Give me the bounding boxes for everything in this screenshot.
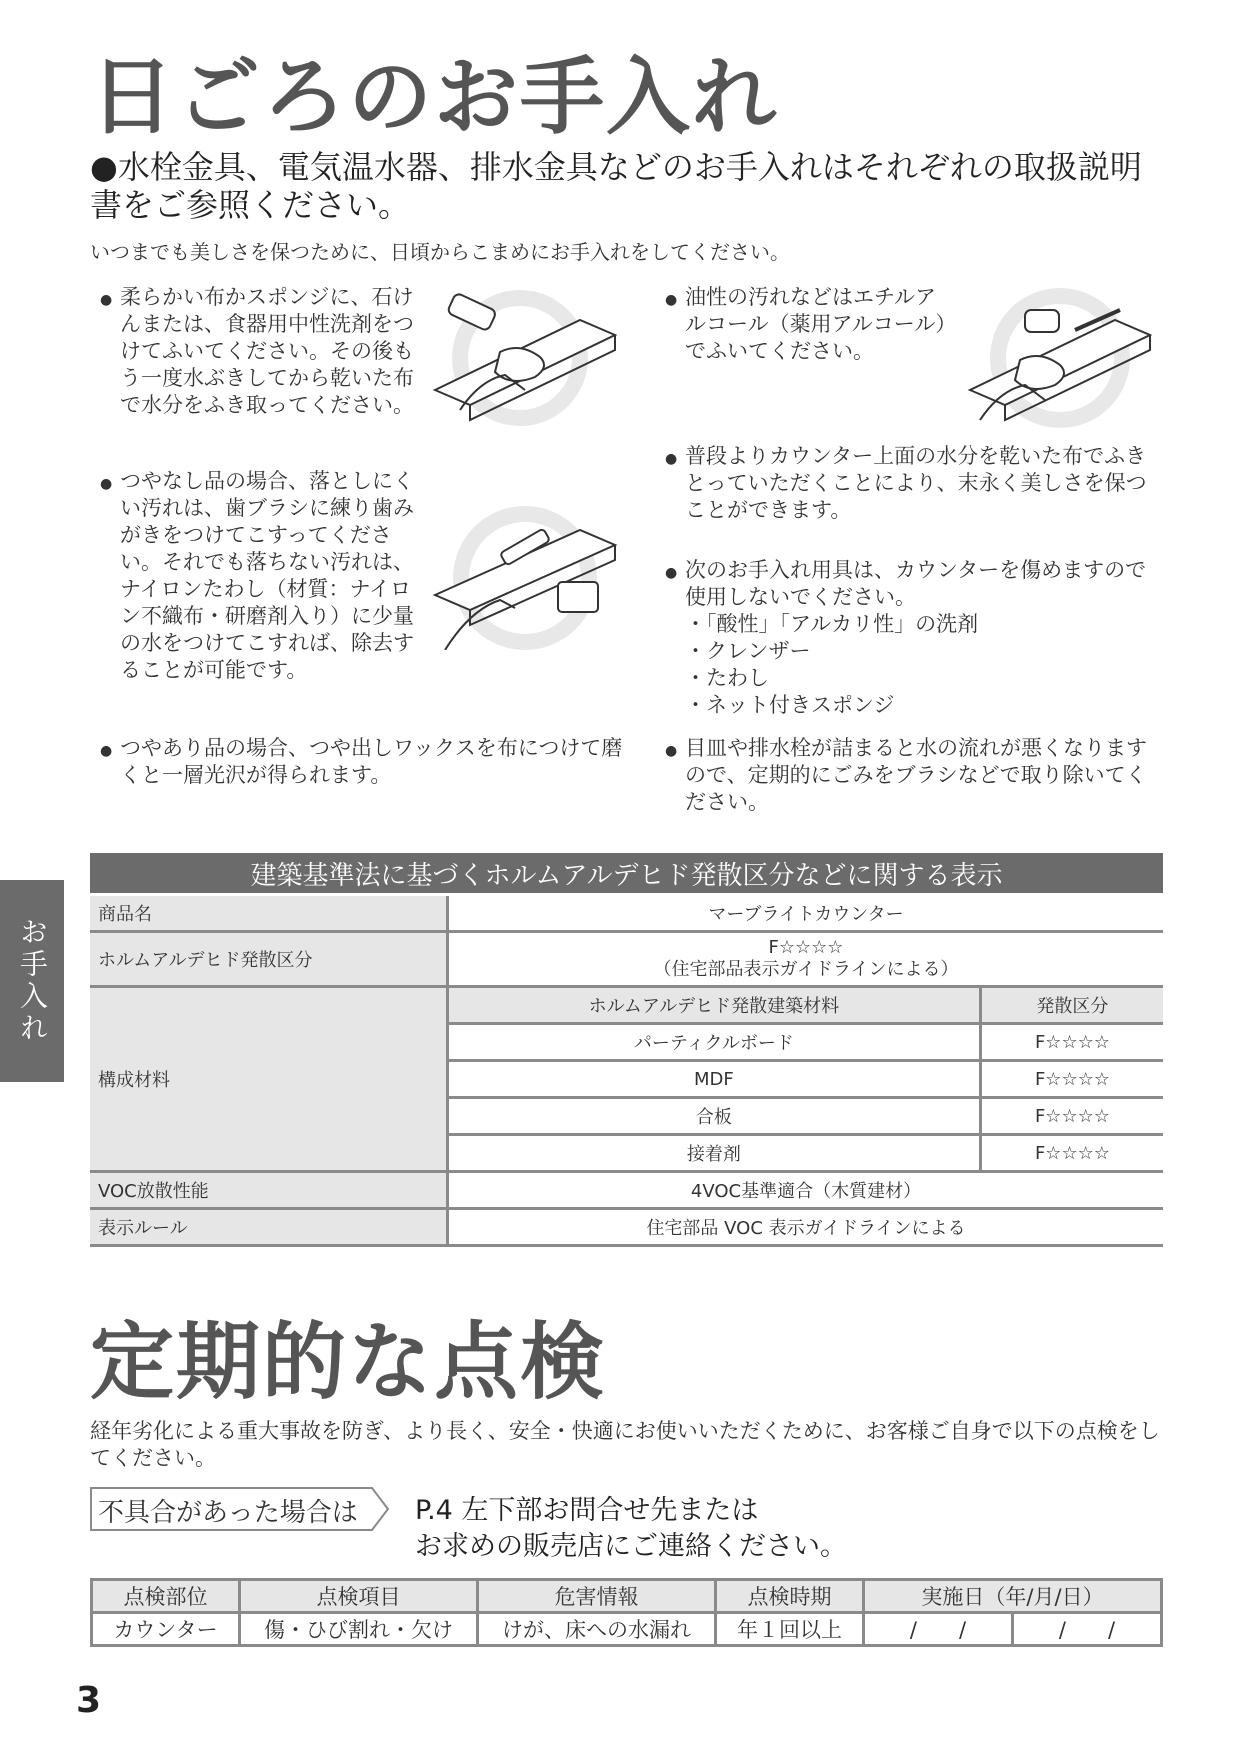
table-header: 建築基準法に基づくホルムアルデヒド発散区分などに関する表示 — [90, 853, 1163, 895]
bullet-icon: ● — [665, 743, 678, 759]
bullet-icon: ● — [100, 476, 113, 492]
intro-text: いつまでも美しさを保つために、日頃からこまめにお手入れをしてください。 — [90, 240, 790, 264]
formaldehyde-table — [90, 853, 1163, 1247]
bullet-icon: ● — [100, 292, 113, 308]
table-row: 商品名 マーブライトカウンター — [90, 895, 1163, 932]
care-item-2: ● つやなし品の場合、落としにくい汚れは、歯ブラシに練り歯みがきをつけてこすってください。それでも落ちない汚れは、ナイロンたわし（材質：ナイロン不織布・研磨剤入り）に少量の水をつけてこすれば、除去することが可能です。 — [100, 469, 414, 682]
forbidden-tool: ・「酸性」「アルカリ性」の洗剤 — [685, 612, 979, 636]
table-row: 表示ルール 住宅部品 VOC 表示ガイドラインによる — [90, 1209, 1163, 1246]
bullet-icon: ● — [665, 292, 678, 308]
care-item-7: ● 目皿や排水栓が詰まると水の流れが悪くなりますので、定期的にごみをブラシなどで取り除いてください。 — [665, 736, 1147, 814]
bullet-icon: ● — [100, 743, 113, 759]
wiping-detergent-illustration — [430, 280, 620, 430]
care-item-1: ● 柔らかい布かスポンジに、石けんまたは、食器用中性洗剤をつけてふいてください。その後もう一度水ぶきしてから乾いた布で水分をふき取ってください。 — [100, 285, 414, 417]
toothbrush-illustration — [430, 500, 620, 650]
care-item-3: ● つやあり品の場合、つや出しワックスを布につけて磨くと一層光沢が得られます。 — [100, 736, 623, 787]
alcohol-wiping-illustration — [965, 280, 1155, 430]
forbidden-tool: ・ネット付きスポンジ — [685, 693, 895, 717]
section-side-tab: お手入れ — [0, 880, 64, 1082]
contact-info: P.4 左下部お問合せ先または お求めの販売店にご連絡ください。 — [415, 1495, 847, 1562]
page-number: 3 — [76, 1680, 102, 1721]
date-field[interactable]: / / — [1013, 1613, 1162, 1646]
inspection-table — [90, 1578, 1163, 1647]
care-item-4: ● 油性の汚れなどはエチルアルコール（薬用アルコール）でふいてください。 — [665, 285, 946, 363]
table-row: MDF F☆☆☆☆ — [90, 1061, 1163, 1098]
forbidden-tool: ・クレンザー — [685, 639, 811, 663]
care-item-5: ● 普段よりカウンター上面の水分を乾いた布でふきとっていただくことにより、末永く美しさを保つことができます。 — [665, 444, 1147, 522]
lead-note: ●水栓金具、電気温水器、排水金具などのお手入れはそれぞれの取扱説明書をご参照ください。 — [90, 148, 1142, 224]
table-row: ホルムアルデヒド発散区分 F☆☆☆☆ （住宅部品表示ガイドラインによる） — [90, 932, 1163, 987]
inspection-intro: 経年劣化による重大事故を防ぎ、より長く、安全・快適にお使いいただくために、お客様ご自身で以下の点検をしてください。 — [90, 1419, 1160, 1470]
forbidden-tool: ・たわし — [685, 666, 769, 690]
bullet-icon: ● — [665, 565, 678, 581]
bullet-icon: ● — [665, 451, 678, 467]
table-row: カウンター 傷・ひび割れ・欠け けが、床への水漏れ 年１回以上 / / / / — [92, 1613, 1162, 1646]
table-row: 構成材料 ホルムアルデヒド発散建築材料 発散区分 — [90, 987, 1163, 1024]
table-row: 接着剤 F☆☆☆☆ — [90, 1135, 1163, 1172]
table-header-row: 点検部位 点検項目 危害情報 点検時期 実施日（年/月/日） — [92, 1580, 1162, 1613]
date-field[interactable]: / / — [864, 1613, 1013, 1646]
defect-label: 不具合があった場合は — [98, 1498, 358, 1528]
table-row: パーティクルボード F☆☆☆☆ — [90, 1024, 1163, 1061]
table-row: VOC放散性能 4VOC基準適合（木質建材） — [90, 1172, 1163, 1209]
page-title: 日ごろのお手入れ — [90, 48, 779, 146]
table-row: 合板 F☆☆☆☆ — [90, 1098, 1163, 1135]
inspection-title: 定期的な点検 — [90, 1313, 607, 1411]
care-item-6: ● 次のお手入れ用具は、カウンターを傷めますので使用しないでください。 ・「酸性」「アルカリ性」の洗剤 ・クレンザー ・たわし ・ネット付きスポンジ — [665, 558, 1147, 717]
